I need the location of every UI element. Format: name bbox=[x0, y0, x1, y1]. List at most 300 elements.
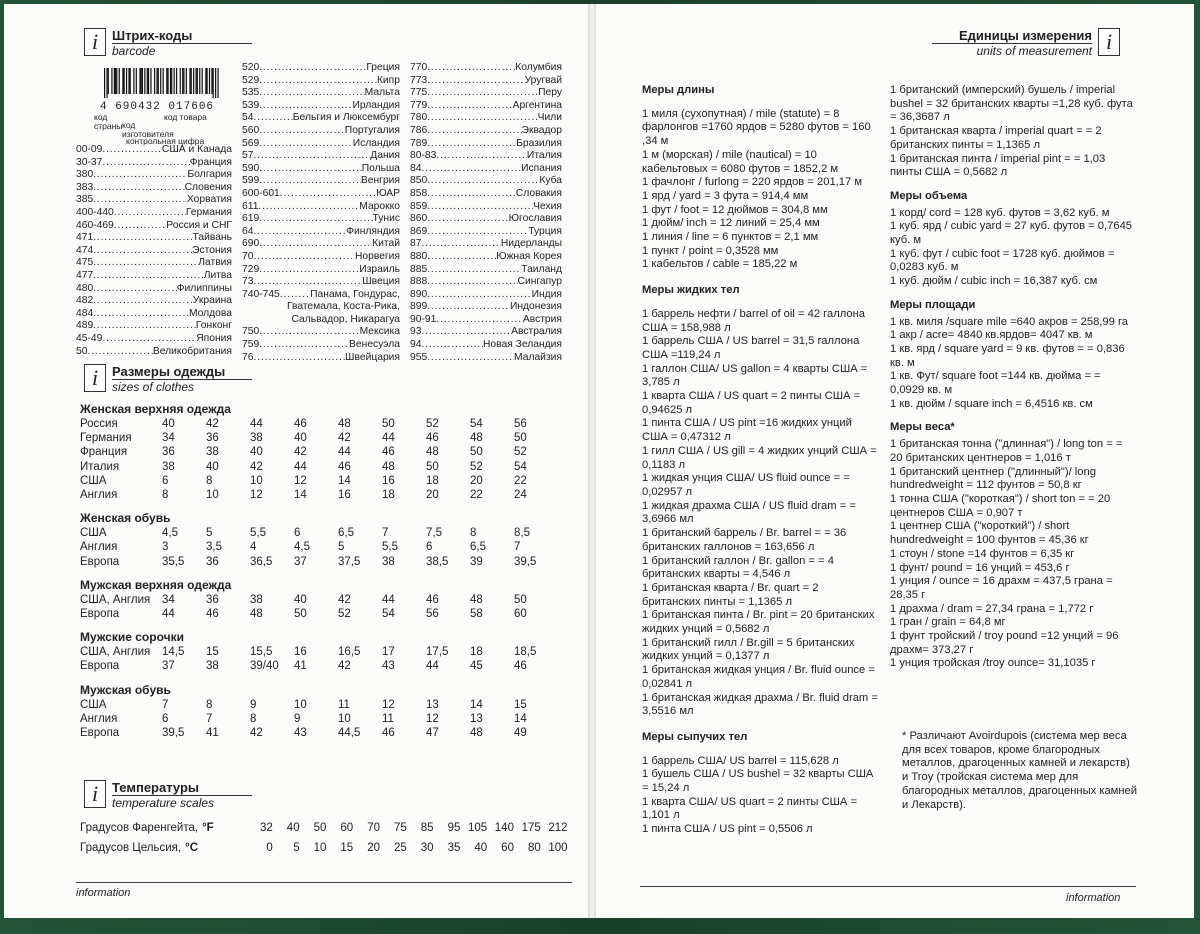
temperature-row bbox=[80, 818, 570, 838]
dot-leader bbox=[427, 188, 516, 201]
country-code-row bbox=[242, 163, 400, 176]
size-cell: 38 bbox=[206, 660, 219, 673]
country-name: Югославия bbox=[508, 213, 562, 225]
units-column-1 bbox=[642, 84, 880, 837]
temperature-value: 10 bbox=[313, 842, 327, 854]
size-cell: 44 bbox=[162, 608, 175, 621]
country-name: Испания bbox=[521, 162, 562, 174]
country-code: 471 bbox=[76, 232, 94, 244]
temperature-value: 50 bbox=[313, 822, 327, 834]
unit-conversion: 1 британская пинта / Br. pint = 20 британских жидких унций = 0,5682 л bbox=[642, 609, 875, 636]
section-title: Размеры одежды bbox=[112, 364, 252, 380]
dot-leader bbox=[114, 207, 186, 220]
country-code-row bbox=[76, 245, 232, 258]
size-cell: 6,5 bbox=[338, 527, 354, 540]
size-cell: 48 bbox=[338, 418, 351, 430]
country-name: Франция bbox=[189, 156, 232, 168]
country-code-row bbox=[242, 251, 400, 264]
size-cell: 38 bbox=[250, 593, 263, 606]
size-cell: 54 bbox=[514, 460, 527, 473]
dot-leader bbox=[102, 333, 196, 346]
country-name: Великобритания bbox=[152, 345, 232, 357]
country-code-row bbox=[242, 264, 400, 277]
dot-leader bbox=[253, 276, 362, 289]
region-label: США bbox=[80, 698, 107, 711]
country-code-row bbox=[242, 138, 400, 151]
region-label: Европа bbox=[80, 608, 120, 621]
unit-conversion: 1 британский гилл / Br.gill = 5 британских жидких унций = 0,1377 л bbox=[642, 636, 855, 663]
unit-conversion: 1 куб. ярд / cubic yard = 27 куб. футов = 0,7645 куб. м bbox=[890, 220, 1133, 247]
country-code-row bbox=[410, 339, 562, 352]
country-code-row bbox=[242, 62, 400, 75]
size-cell: 46 bbox=[514, 660, 527, 673]
country-code: 560 bbox=[242, 124, 260, 136]
size-cell: 18 bbox=[470, 646, 483, 659]
size-cell: 48 bbox=[470, 727, 483, 740]
size-cell: 50 bbox=[426, 460, 439, 473]
country-name: Эстония bbox=[192, 244, 232, 256]
country-name: Япония bbox=[196, 332, 232, 344]
dot-leader bbox=[259, 213, 372, 226]
temperature-value: 60 bbox=[501, 842, 514, 854]
table-row bbox=[80, 540, 550, 554]
country-code-row bbox=[410, 251, 562, 264]
country-code: 885 bbox=[410, 263, 428, 275]
unit-conversion: 1 галлон США/ US gallon = 4 кварты США = 3,785 л bbox=[642, 362, 868, 389]
size-cell: 14 bbox=[470, 698, 483, 711]
unit-conversion: 1 фунт тройский / troy pound =12 унций = 96 драхм= 373,27 г bbox=[890, 630, 1119, 656]
country-name: Греция bbox=[366, 62, 400, 73]
country-code-row bbox=[410, 326, 562, 339]
dot-leader bbox=[427, 138, 516, 151]
unit-conversion: 1 кв. дюйм / square inch = 6,4516 кв. см bbox=[890, 397, 1093, 410]
dot-leader bbox=[93, 232, 192, 245]
country-name: Норвегия bbox=[354, 250, 400, 262]
size-cell: 40 bbox=[250, 446, 263, 459]
dot-leader bbox=[259, 175, 361, 188]
country-code-row bbox=[76, 169, 232, 182]
size-cell: 40 bbox=[162, 418, 175, 430]
size-cell: 56 bbox=[426, 608, 439, 621]
table-row bbox=[80, 698, 550, 712]
dot-leader bbox=[93, 308, 189, 321]
temperature-value: 32 bbox=[260, 822, 273, 834]
temperature-value: 40 bbox=[286, 822, 300, 834]
country-code-row bbox=[410, 314, 562, 327]
country-code: 475 bbox=[76, 257, 94, 269]
weight-note bbox=[902, 730, 1138, 812]
country-name: Малайзия bbox=[514, 351, 562, 363]
size-cell: 48 bbox=[470, 432, 483, 445]
unit-conversion: 1 тонна США ("короткая") / short ton = = 20 центнеров США = 0,907 т bbox=[890, 492, 1111, 519]
size-cell: 50 bbox=[294, 608, 307, 621]
region-label: Англия bbox=[80, 712, 118, 725]
size-cell: 36 bbox=[162, 446, 175, 459]
temperature-table bbox=[80, 818, 570, 858]
size-cell: 9 bbox=[250, 698, 257, 711]
country-code: 484 bbox=[76, 307, 94, 319]
unit-conversion: 1 кв. миля /square mile =640 акров = 258,99 га bbox=[890, 315, 1129, 328]
size-cell: 14 bbox=[294, 489, 307, 502]
dot-leader bbox=[427, 175, 539, 188]
size-cell: 39,5 bbox=[162, 727, 185, 740]
country-code: 786 bbox=[410, 124, 428, 136]
temperature-value: 30 bbox=[420, 842, 434, 854]
country-name: Швеция bbox=[362, 276, 400, 288]
size-cell: 41 bbox=[206, 727, 219, 740]
country-code: 775 bbox=[410, 87, 428, 99]
size-cell: 35,5 bbox=[162, 555, 185, 568]
country-code-row bbox=[410, 125, 562, 138]
temperature-value: 35 bbox=[447, 842, 461, 854]
country-name: Австралия bbox=[511, 326, 562, 338]
unit-conversion: 1 ярд / yard = 3 фута = 914,4 мм bbox=[642, 189, 809, 202]
dot-leader bbox=[259, 163, 362, 176]
size-cell: 50 bbox=[514, 432, 527, 445]
size-cell: 44 bbox=[338, 446, 351, 459]
country-name: Филиппины bbox=[176, 282, 232, 294]
temperature-value: 60 bbox=[340, 822, 354, 834]
size-cell: 46 bbox=[206, 608, 219, 621]
country-codes-col2 bbox=[242, 62, 400, 364]
country-code-row bbox=[410, 62, 562, 75]
units-group-title: Меры площади bbox=[890, 298, 976, 311]
country-code-row bbox=[242, 352, 400, 365]
dot-leader bbox=[427, 301, 510, 314]
country-code-row bbox=[76, 346, 232, 359]
size-cell: 52 bbox=[426, 418, 439, 430]
size-cell: 42 bbox=[250, 460, 263, 473]
dot-leader bbox=[427, 264, 521, 277]
country-name: Италия bbox=[526, 150, 562, 162]
dot-leader bbox=[427, 226, 528, 239]
size-cell: 11 bbox=[338, 698, 350, 711]
table-row bbox=[80, 593, 550, 607]
region-label: Италия bbox=[80, 460, 120, 473]
country-code-row bbox=[410, 87, 562, 100]
dot-leader bbox=[87, 346, 152, 359]
country-code: 750 bbox=[242, 326, 260, 338]
country-code-row bbox=[76, 333, 232, 346]
dot-leader bbox=[93, 182, 184, 195]
unit-conversion: 1 корд/ cord = 128 куб. футов = 3,62 куб. м bbox=[890, 206, 1110, 219]
table-row bbox=[80, 659, 550, 673]
country-code-row bbox=[242, 188, 400, 201]
country-code-row bbox=[410, 264, 562, 277]
country-code: 460-469 bbox=[76, 219, 114, 231]
country-name: Гватемала, Коста-Рика, bbox=[286, 301, 400, 313]
table-row bbox=[80, 474, 550, 488]
dot-leader bbox=[93, 245, 192, 258]
country-code-row bbox=[242, 213, 400, 226]
dot-leader bbox=[427, 276, 517, 289]
country-code-row bbox=[242, 339, 400, 352]
country-code-row bbox=[242, 301, 400, 314]
size-table bbox=[80, 645, 550, 673]
size-cell: 56 bbox=[514, 418, 527, 430]
size-cell: 7 bbox=[206, 712, 213, 725]
region-label: Англия bbox=[80, 489, 118, 502]
dot-leader bbox=[259, 75, 377, 88]
region-label: Европа bbox=[80, 555, 120, 568]
size-cell: 8 bbox=[206, 474, 213, 487]
country-codes-col3 bbox=[410, 62, 562, 364]
table-row bbox=[80, 726, 550, 740]
size-cell: 58 bbox=[470, 608, 483, 621]
size-cell: 36 bbox=[206, 593, 219, 606]
country-code: 57 bbox=[242, 150, 254, 162]
size-cell: 4 bbox=[250, 541, 257, 554]
size-cell: 14 bbox=[338, 474, 351, 487]
country-code: 94 bbox=[410, 339, 422, 351]
size-cell: 36,5 bbox=[250, 555, 273, 568]
region-label: США bbox=[80, 474, 107, 487]
unit-conversion: 1 пинта США / US pint =16 жидких унций США = 0,47312 л bbox=[642, 417, 852, 444]
size-cell: 12 bbox=[426, 712, 439, 725]
country-code: 480 bbox=[76, 282, 94, 294]
country-code-row bbox=[76, 320, 232, 333]
dot-leader bbox=[427, 289, 531, 302]
temperature-value: 40 bbox=[474, 842, 488, 854]
region-label: США, Англия bbox=[80, 646, 151, 659]
country-code: 54 bbox=[242, 112, 254, 124]
section-subtitle: barcode bbox=[112, 44, 156, 58]
size-cell: 18,5 bbox=[514, 646, 537, 659]
country-name: ЮАР bbox=[376, 187, 400, 199]
size-cell: 44 bbox=[294, 460, 307, 473]
country-code-row bbox=[76, 157, 232, 170]
country-code: 385 bbox=[76, 194, 94, 206]
unit-conversion: 1 британский (имперский) бушель / imperial bushel = 32 британских кварты =1,28 куб. фута = 36,3687 л bbox=[890, 84, 1133, 124]
unit-conversion: 1 кабельтов / cable = 185,22 м bbox=[642, 258, 798, 271]
table-row bbox=[80, 526, 550, 540]
country-code-row bbox=[410, 163, 562, 176]
size-cell: 5,5 bbox=[382, 541, 398, 554]
size-cell: 15 bbox=[514, 698, 527, 711]
size-cell: 8 bbox=[206, 698, 213, 711]
unit-conversion: 1 дюйм/ inch = 12 линий = 25,4 мм bbox=[642, 217, 820, 230]
country-name: Марокко bbox=[359, 200, 400, 212]
country-code: 93 bbox=[410, 326, 422, 338]
size-cell: 38 bbox=[206, 446, 219, 459]
size-cell: 48 bbox=[426, 446, 439, 459]
dot-leader bbox=[93, 270, 204, 283]
unit-conversion: 1 акр / acre= 4840 кв.ярдов= 4047 кв. м bbox=[890, 329, 1093, 342]
units-column-2 bbox=[890, 84, 1136, 671]
size-cell: 16 bbox=[382, 474, 395, 487]
size-cell: 46 bbox=[426, 593, 439, 606]
units-section-header bbox=[926, 28, 1120, 59]
country-code-row bbox=[410, 352, 562, 365]
unit-conversion: 1 куб. дюйм / cubic inch = 16,387 куб. см bbox=[890, 275, 1098, 288]
info-icon: i bbox=[84, 780, 106, 808]
size-cell: 15 bbox=[206, 646, 219, 659]
country-code-row bbox=[76, 194, 232, 207]
temperature-value: 95 bbox=[447, 822, 461, 834]
size-cell: 10 bbox=[338, 712, 351, 725]
country-name: Молдова bbox=[188, 307, 232, 319]
size-cell: 39/40 bbox=[250, 660, 279, 673]
country-code-row bbox=[410, 112, 562, 125]
unit-conversion: 1 стоун / stone =14 фунтов = 6,35 кг bbox=[890, 547, 1075, 560]
country-name: Словакия bbox=[515, 187, 562, 199]
region-label: США bbox=[80, 527, 107, 540]
country-code-row bbox=[410, 238, 562, 251]
country-code: 880 bbox=[410, 250, 428, 262]
weight-note-text: * Различают Avoirdupois (система мер веса для всех товаров, кроме благородных металлов, драгоценных камней и лекарств) и Troy (тройская система мер для благородных металлов, драгоценных камней и Лекарств). bbox=[902, 730, 1138, 811]
dot-leader bbox=[259, 238, 372, 251]
size-cell: 17,5 bbox=[426, 646, 449, 659]
region-label: Франция bbox=[80, 446, 128, 459]
barcode-section-header bbox=[84, 28, 258, 59]
temperature-label bbox=[80, 818, 246, 838]
country-name: Куба bbox=[539, 175, 562, 187]
country-name: Индонезия bbox=[509, 301, 562, 313]
units-group-title: Меры длины bbox=[642, 84, 715, 96]
unit-conversion: 1 м (морская) / mile (nautical) = 10 кабельтовых = 6080 футов = 1852,2 м bbox=[642, 148, 839, 175]
size-cell: 6 bbox=[294, 527, 301, 540]
country-code-row bbox=[242, 125, 400, 138]
size-cell: 37 bbox=[162, 660, 175, 673]
size-cell: 7,5 bbox=[426, 527, 442, 540]
country-name: Ирландия bbox=[352, 99, 400, 111]
size-cell: 48 bbox=[382, 460, 395, 473]
country-code-row bbox=[242, 238, 400, 251]
section-title: Штрих-коды bbox=[112, 28, 252, 44]
unit-conversion: 1 унция / ounce = 16 драхм = 437,5 грана = 28,35 г bbox=[890, 575, 1113, 601]
unit-conversion: 1 кв. Фут/ square foot =144 кв. дюйма = = 0,0929 кв. м bbox=[890, 370, 1101, 397]
units-group-title: Меры жидких тел bbox=[642, 284, 740, 297]
country-name: Эквадор bbox=[521, 124, 562, 136]
units-group-title: Меры сыпучих тел bbox=[642, 730, 748, 743]
country-code: 70 bbox=[242, 250, 254, 262]
dot-leader bbox=[93, 169, 187, 182]
country-code: 84 bbox=[410, 162, 422, 174]
unit-conversion: 1 гилл США / US gill = 4 жидких унций США = 0,1183 л bbox=[642, 444, 877, 471]
size-cell: 46 bbox=[294, 418, 307, 430]
unit-conversion: 1 бушель США / US bushel = 32 кварты США = 15,24 л bbox=[642, 768, 874, 795]
size-cell: 44 bbox=[382, 593, 395, 606]
size-cell: 46 bbox=[338, 460, 351, 473]
temperature-value: 212 bbox=[548, 822, 568, 834]
barcode-label-country: код страны bbox=[94, 112, 123, 131]
country-code: 00-09 bbox=[76, 144, 103, 155]
country-code-row bbox=[242, 175, 400, 188]
size-cell: 46 bbox=[426, 432, 439, 445]
country-code: 858 bbox=[410, 187, 428, 199]
size-cell: 24 bbox=[514, 489, 527, 502]
size-cell: 52 bbox=[338, 608, 351, 621]
barcode-label-product: код товара bbox=[164, 112, 207, 122]
country-code: 890 bbox=[410, 288, 428, 300]
temperature-value: 100 bbox=[548, 842, 568, 854]
unit-conversion: 1 британская кварта / Br. quart = 2 британских пинты = 1,1365 л bbox=[642, 581, 819, 608]
country-name: Чехия bbox=[533, 200, 562, 212]
country-code-row bbox=[410, 226, 562, 239]
country-code: 789 bbox=[410, 137, 428, 149]
right-page bbox=[596, 4, 1194, 918]
country-code: 45-49 bbox=[76, 332, 103, 344]
unit-conversion: 1 баррель США/ US barrel = 115,628 л bbox=[642, 754, 839, 767]
size-cell: 44 bbox=[250, 418, 263, 430]
country-code: 729 bbox=[242, 263, 260, 275]
country-codes-col1 bbox=[76, 144, 232, 358]
country-name: Новая Зеландия bbox=[482, 339, 562, 351]
dot-leader bbox=[259, 62, 366, 75]
temperature-unit: °C bbox=[185, 842, 199, 854]
unit-conversion: 1 линия / line = 6 пунктов = 2,1 мм bbox=[642, 231, 819, 244]
dot-leader bbox=[259, 138, 353, 151]
country-name: Тунис bbox=[372, 213, 400, 225]
size-group-title: Мужские сорочки bbox=[80, 630, 184, 645]
size-cell: 9 bbox=[294, 712, 301, 725]
dot-leader bbox=[259, 125, 345, 138]
unit-conversion: 1 кварта США/ US quart = 2 пинты США = 1,101 л bbox=[642, 795, 858, 822]
size-group-title: Мужская верхняя одежда bbox=[80, 577, 232, 592]
size-cell: 17 bbox=[382, 646, 395, 659]
country-name: Сингапур bbox=[517, 276, 562, 288]
size-table bbox=[80, 526, 550, 569]
dot-leader bbox=[427, 213, 508, 226]
country-code: 482 bbox=[76, 295, 94, 307]
country-name: Мексика bbox=[359, 326, 400, 338]
country-code: 611 bbox=[242, 200, 259, 212]
country-code-row bbox=[76, 182, 232, 195]
country-code-row bbox=[410, 276, 562, 289]
size-table bbox=[80, 698, 550, 741]
left-page bbox=[4, 4, 593, 918]
dot-leader bbox=[280, 289, 310, 302]
temperature-unit: °F bbox=[202, 822, 214, 834]
size-cell: 16 bbox=[294, 646, 307, 659]
table-row bbox=[80, 555, 550, 569]
country-code-row bbox=[410, 201, 562, 214]
size-cell: 42 bbox=[206, 418, 219, 430]
size-group-title: Женская обувь bbox=[80, 511, 171, 526]
country-code: 619 bbox=[242, 213, 260, 225]
country-code-row bbox=[242, 201, 400, 214]
country-code-row bbox=[410, 175, 562, 188]
country-code: 76 bbox=[242, 351, 254, 363]
country-code: 87 bbox=[410, 238, 422, 250]
unit-conversion: 1 миля (сухопутная) / mile (statute) = 8 фарлонгов =1760 ярдов = 5280 футов = 160 ,34 м bbox=[642, 107, 871, 148]
dot-leader bbox=[93, 257, 198, 270]
size-cell: 18 bbox=[426, 474, 439, 487]
size-cell: 49 bbox=[514, 727, 527, 740]
country-name: Бельгия и Люксембург bbox=[292, 112, 400, 124]
unit-conversion: 1 жидкая унция США/ US fluid ounce = = 0,02957 л bbox=[642, 472, 850, 498]
country-code: 759 bbox=[242, 339, 260, 351]
temperature-value: 0 bbox=[266, 842, 273, 854]
country-code: 529 bbox=[242, 74, 260, 86]
temperature-value: 20 bbox=[367, 842, 380, 854]
barcode-digits: 4 690432 017606 bbox=[100, 101, 215, 113]
region-label: Германия bbox=[80, 432, 132, 445]
size-cell: 37,5 bbox=[338, 555, 361, 568]
country-name: Нидерланды bbox=[500, 238, 562, 250]
size-cell: 5 bbox=[206, 527, 213, 540]
size-cell: 42 bbox=[294, 446, 307, 459]
section-subtitle: temperature scales bbox=[112, 796, 215, 810]
dot-leader bbox=[253, 112, 292, 125]
size-cell: 12 bbox=[294, 474, 307, 487]
region-label: Англия bbox=[80, 541, 118, 554]
country-code-row bbox=[76, 220, 232, 233]
country-code-row bbox=[242, 150, 400, 163]
country-code: 64 bbox=[242, 225, 254, 237]
size-cell: 3,5 bbox=[206, 541, 222, 554]
unit-conversion: 1 унция тройская /troy ounce= 31,1035 г bbox=[890, 657, 1096, 670]
